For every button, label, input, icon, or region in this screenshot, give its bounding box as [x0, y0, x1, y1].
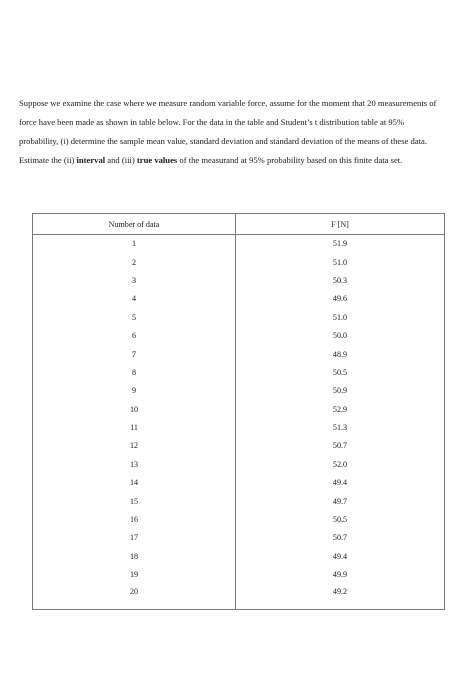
cell-number-of-data: 18	[33, 547, 236, 565]
table-header-row	[33, 214, 445, 235]
cell-force-value: 51.3	[236, 418, 445, 436]
cell-number-of-data: 5	[33, 308, 236, 326]
column-header-number-of-data: Number of data	[33, 214, 236, 235]
table-row	[33, 584, 445, 610]
problem-statement	[19, 94, 444, 170]
cell-force-value: 50.9	[236, 382, 445, 400]
problem-text-part1: Suppose we examine the case where we measure random variable force, assume for the moment that 20 measurements of force have been made as shown in table below. For the data in the table and Student’s t distribution table at 95% probability, (i) determine the sample mean value, standard deviation and standard deviation of the means of these data. Estimate the (ii)	[19, 98, 437, 165]
cell-force-value: 49.7	[236, 492, 445, 510]
cell-number-of-data: 3	[33, 271, 236, 289]
table-row	[33, 566, 445, 584]
table-row	[33, 253, 445, 271]
table-row	[33, 455, 445, 473]
cell-force-value: 49.4	[236, 547, 445, 565]
cell-force-value: 50.5	[236, 510, 445, 528]
table-row	[33, 400, 445, 418]
problem-text-part2: and (iii)	[105, 155, 137, 165]
cell-number-of-data: 1	[33, 235, 236, 253]
table-row	[33, 382, 445, 400]
table-row	[33, 418, 445, 436]
table-row	[33, 345, 445, 363]
cell-force-value: 49.9	[236, 566, 445, 584]
table-row	[33, 510, 445, 528]
cell-force-value: 49.4	[236, 474, 445, 492]
table-row	[33, 474, 445, 492]
cell-number-of-data: 6	[33, 326, 236, 344]
table-row	[33, 326, 445, 344]
cell-number-of-data: 2	[33, 253, 236, 271]
cell-number-of-data: 19	[33, 566, 236, 584]
cell-force-value: 48.9	[236, 345, 445, 363]
cell-number-of-data: 14	[33, 474, 236, 492]
cell-number-of-data: 11	[33, 418, 236, 436]
table-row	[33, 235, 445, 253]
cell-force-value: 49.2	[236, 584, 445, 610]
table-row	[33, 363, 445, 381]
problem-keyword-interval: interval	[76, 155, 106, 165]
cell-force-value: 50.0	[236, 326, 445, 344]
table-row	[33, 308, 445, 326]
cell-number-of-data: 10	[33, 400, 236, 418]
cell-number-of-data: 7	[33, 345, 236, 363]
table-row	[33, 437, 445, 455]
table-row	[33, 271, 445, 289]
table-row	[33, 547, 445, 565]
cell-number-of-data: 15	[33, 492, 236, 510]
cell-force-value: 52.0	[236, 455, 445, 473]
column-header-force: F [N]	[236, 214, 445, 235]
cell-number-of-data: 13	[33, 455, 236, 473]
cell-number-of-data: 8	[33, 363, 236, 381]
problem-keyword-true-values: true values	[136, 155, 178, 165]
cell-force-value: 50.5	[236, 363, 445, 381]
cell-force-value: 50.3	[236, 271, 445, 289]
cell-number-of-data: 20	[33, 584, 236, 610]
table-body	[33, 235, 445, 610]
cell-number-of-data: 17	[33, 529, 236, 547]
cell-number-of-data: 12	[33, 437, 236, 455]
cell-force-value: 52.9	[236, 400, 445, 418]
cell-force-value: 50.7	[236, 529, 445, 547]
table-row	[33, 492, 445, 510]
cell-number-of-data: 16	[33, 510, 236, 528]
cell-force-value: 51.0	[236, 253, 445, 271]
cell-force-value: 50.7	[236, 437, 445, 455]
table-row	[33, 290, 445, 308]
cell-force-value: 49.6	[236, 290, 445, 308]
cell-number-of-data: 4	[33, 290, 236, 308]
cell-number-of-data: 9	[33, 382, 236, 400]
cell-force-value: 51.9	[236, 235, 445, 253]
problem-text-part3: of the measurand at 95% probability based on this finite data set.	[177, 155, 403, 165]
force-data-table	[32, 213, 445, 610]
cell-force-value: 51.0	[236, 308, 445, 326]
table-row	[33, 529, 445, 547]
